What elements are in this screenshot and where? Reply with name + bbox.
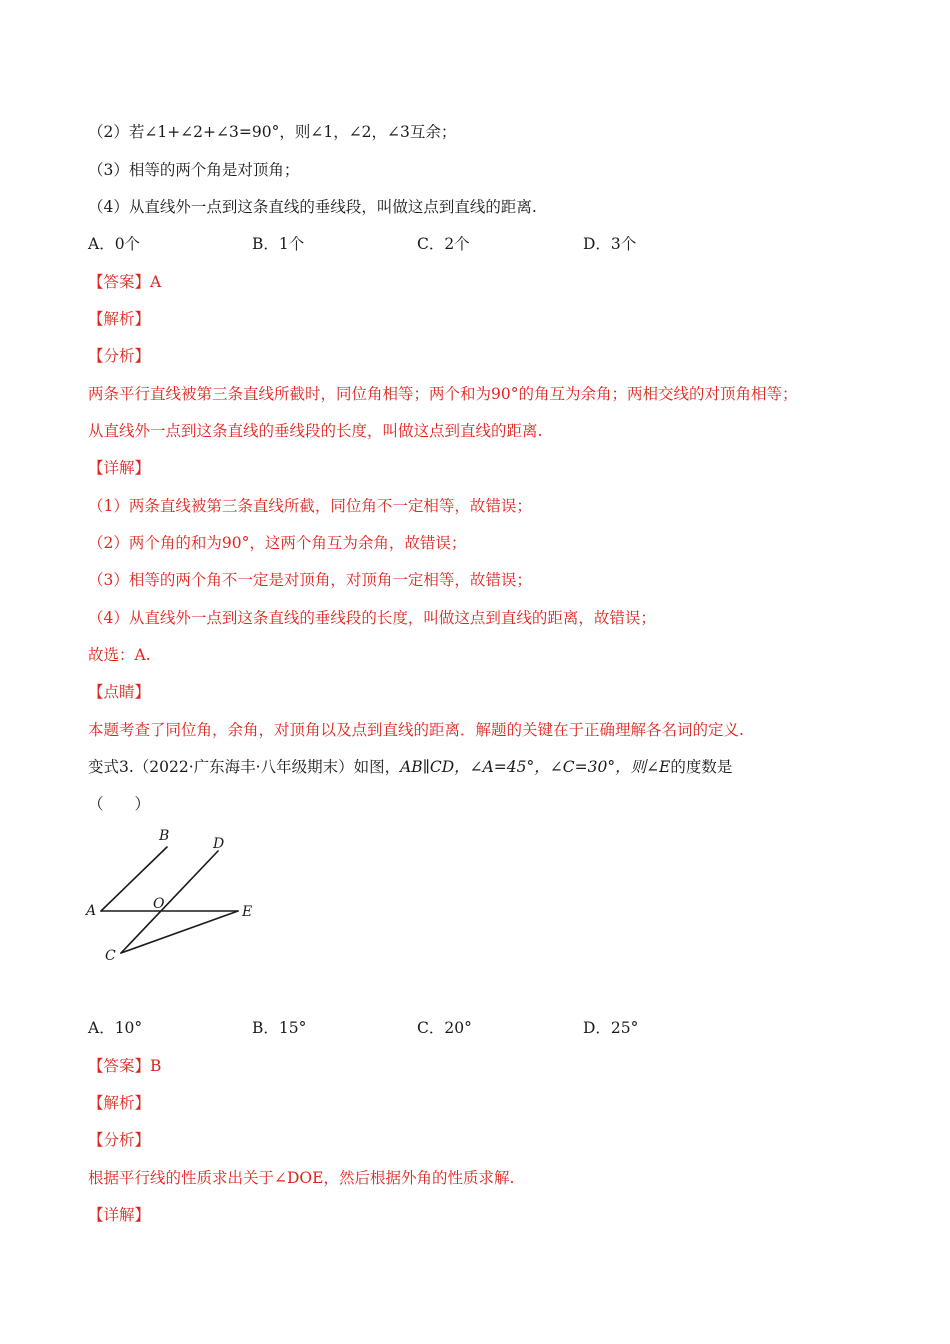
q1-analysis-line-2: 从直线外一点到这条直线的垂线段的长度，叫做这点到直线的距离. bbox=[88, 422, 543, 440]
geometry-figure bbox=[80, 820, 280, 970]
q1-analysis-line-1: 两条平行直线被第三条直线所截时，同位角相等；两个和为90°的角互为余角；两相交线的对顶角相等； bbox=[88, 385, 798, 403]
q2-answer-blank: （ ） bbox=[88, 795, 151, 813]
label-a: A bbox=[86, 903, 97, 919]
q1-comment: 本题考查了同位角，余角，对顶角以及点到直线的距离．解题的关键在于正确理解各名词的定义. bbox=[88, 721, 744, 739]
q1-answer: 【答案】A bbox=[88, 273, 162, 291]
q2-option-a: A．10° bbox=[88, 1019, 143, 1037]
q2-option-d: D．25° bbox=[583, 1019, 639, 1037]
q1-detail-1: （1）两条直线被第三条直线所截，同位角不一定相等，故错误； bbox=[88, 497, 532, 515]
q2-answer: 【答案】B bbox=[88, 1057, 162, 1075]
q2-prompt bbox=[88, 757, 732, 777]
q2-xiangjie-heading: 【详解】 bbox=[88, 1206, 151, 1224]
label-d: D bbox=[213, 836, 225, 852]
q2-option-c: C．20° bbox=[417, 1019, 472, 1037]
q2-option-b: B．15° bbox=[252, 1019, 307, 1037]
q1-jiexi-heading: 【解析】 bbox=[88, 310, 151, 328]
q2-prompt-prefix: 变式3.（2022·广东海丰·八年级期末）如图， bbox=[88, 758, 401, 776]
q1-xiangjie-heading: 【详解】 bbox=[88, 459, 151, 477]
q2-fenxi-heading: 【分析】 bbox=[88, 1131, 151, 1149]
q1-detail-4: （4）从直线外一点到这条直线的垂线段的长度，叫做这点到直线的距离，故错误； bbox=[88, 609, 656, 627]
label-c: C bbox=[105, 948, 116, 964]
q1-dianjing-heading: 【点睛】 bbox=[88, 683, 151, 701]
segment-cd bbox=[121, 851, 218, 953]
q2-jiexi-heading: 【解析】 bbox=[88, 1094, 151, 1112]
q1-option-a: A．0个 bbox=[88, 235, 141, 253]
label-b: B bbox=[159, 828, 170, 844]
label-e: E bbox=[242, 904, 253, 920]
segment-ce bbox=[121, 911, 238, 953]
q1-option-d: D．3个 bbox=[583, 235, 637, 253]
q2-prompt-math: AB∥CD，∠A=45°，∠C=30°，则∠E bbox=[400, 758, 671, 776]
q1-detail-2: （2）两个角的和为90°，这两个角互为余角，故错误； bbox=[88, 534, 467, 552]
q1-option-b: B．1个 bbox=[252, 235, 305, 253]
q1-choose: 故选：A. bbox=[88, 646, 151, 664]
statement-4: （4）从直线外一点到这条直线的垂线段，叫做这点到直线的距离. bbox=[88, 198, 537, 216]
q2-prompt-suffix: 的度数是 bbox=[670, 758, 733, 776]
q1-detail-3: （3）相等的两个角不一定是对顶角，对顶角一定相等，故错误； bbox=[88, 571, 532, 589]
q1-fenxi-heading: 【分析】 bbox=[88, 347, 151, 365]
q2-analysis: 根据平行线的性质求出关于∠DOE，然后根据外角的性质求解. bbox=[88, 1169, 515, 1187]
statement-3: （3）相等的两个角是对顶角； bbox=[88, 161, 300, 179]
statement-2: （2）若∠1+∠2+∠3=90°，则∠1，∠2，∠3互余； bbox=[88, 123, 457, 141]
q1-option-c: C．2个 bbox=[417, 235, 470, 253]
label-o: O bbox=[153, 896, 165, 912]
